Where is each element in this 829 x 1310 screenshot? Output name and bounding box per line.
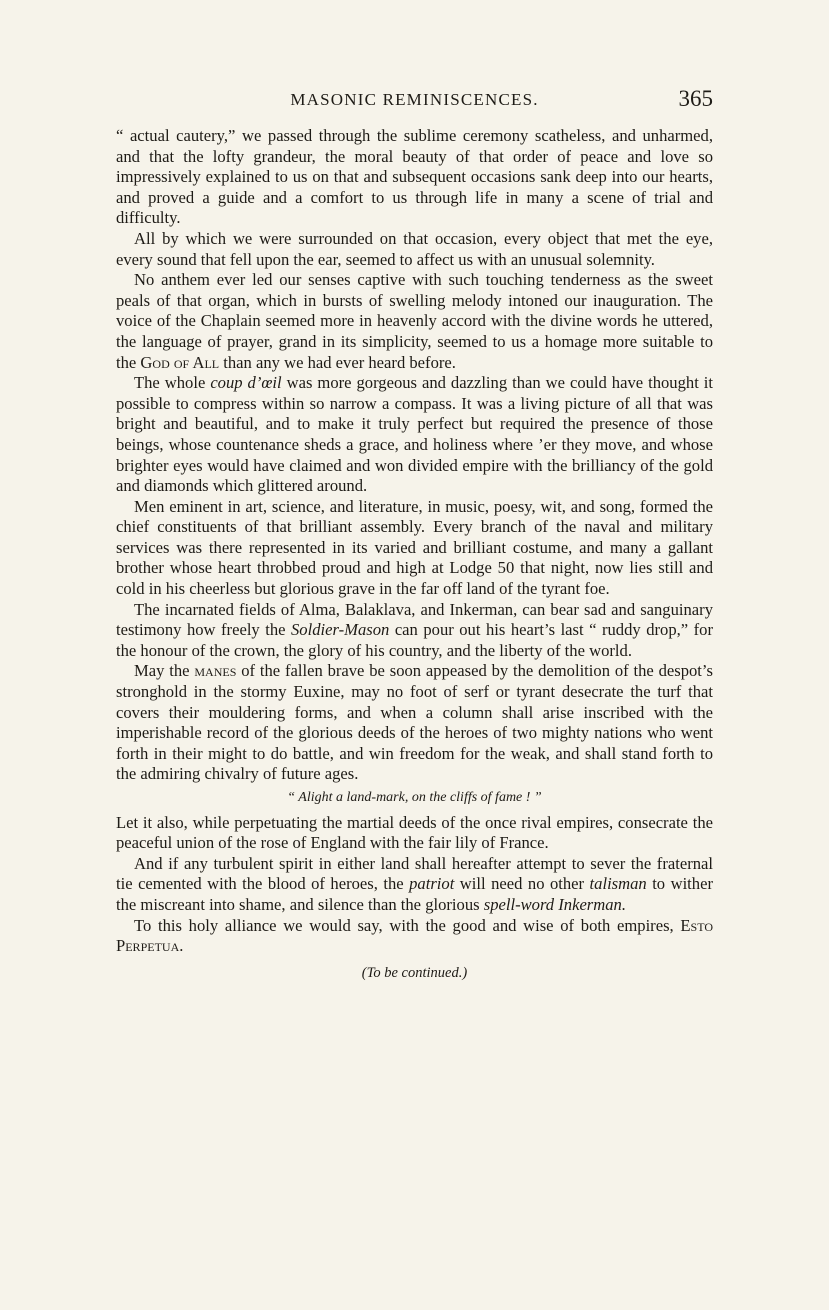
paragraph-4-part-2: was more gorgeous and dazzling than we could have thought it possible to compress within so narrow a compass. It was a living picture of all that was bright and beautiful, and to make it truly perfect but required the presence of those beings, whose countenance sheds a grace, and holiness where ’er they move, and whose brighter eyes would have claimed and won divided empire with the brilliancy of the gold and diamonds which glittered around.	[116, 373, 714, 496]
paragraph-10	[116, 916, 713, 957]
paragraph-3-part-1: No anthem ever led our senses captive with such touching tenderness as the sweet peals of that organ, which in bursts of swelling melody intoned our inauguration. The voice of the Chaplain seemed more in heavenly accord with the divine words he uttered, the language of prayer, grand in its simplicity, seemed to us a homage more suitable to the	[116, 270, 713, 372]
paragraph-4	[116, 373, 713, 497]
paragraph-6-part-2: can pour out his heart’s last “ ruddy drop,” for the honour of the crown, the glory of his country, and the liberty of the world.	[116, 620, 713, 660]
paragraph-1: “ actual cautery,” we passed through the sublime ceremony scatheless, and unharmed, and that the lofty grandeur, the moral beauty of that order of peace and love so impressively explained to us on that and subsequent occasions sank deep into our hearts, and proved a guide and a comfort to us through life in many a scene of trial and difficulty.	[116, 126, 713, 228]
running-head	[116, 86, 713, 126]
paragraph-8: Let it also, while perpetuating the martial deeds of the once rival empires, consecrate the peaceful union of the rose of England with the fair lily of France.	[116, 812, 713, 853]
page-number: 365	[678, 86, 713, 111]
paragraph-5: Men eminent in art, science, and literature, in music, poesy, wit, and song, formed the chief constituents of that brilliant assembly. Every branch of the naval and military services was there represented in its varied and brilliant costume, and many a gallant brother whose heart throbbed proud and high at Lodge 50 that night, now lies still and cold in his cheerless but glorious grave in the far off land of the tyrant foe.	[116, 496, 713, 599]
paragraph-6-italic: Soldier-Mason	[291, 620, 390, 640]
paragraph-2: All by which we were surrounded on that occasion, every object that met the eye, every sound that fell upon the ear, seemed to affect us with an unusual solemnity.	[116, 228, 713, 269]
paragraph-9-italic-1: patriot	[409, 874, 455, 894]
paragraph-7-small-caps: manes	[194, 661, 237, 681]
paragraph-7-part-2: of the fallen brave be soon appeased by the demolition of the despot’s stronghold in the stormy Euxine, may no foot of serf or tyrant desecrate the turf that covers their mouldering forms, and when a column shall arise inscribed with the imperishable record of the glorious deeds of the heroes of two mighty nations who went forth in their might to do battle, and win freedom for the weak, and shall stand forth to the admiring chivalry of future ages.	[116, 661, 713, 784]
paragraph-10-part-1: To this holy alliance we would say, with the good and wise of both empires,	[134, 915, 681, 935]
paragraph-9-italic-3: spell-word Inkerman.	[483, 894, 626, 914]
paragraph-3-part-2: than any we had ever heard before.	[219, 352, 456, 372]
paragraph-10-small-caps: Esto Perpetua.	[116, 915, 713, 956]
paragraph-9-italic-2: talisman	[589, 874, 647, 894]
paragraph-3	[116, 270, 713, 373]
paragraph-4-part-1: The whole	[134, 373, 211, 393]
body-text	[116, 126, 713, 983]
paragraph-4-italic: coup d’œil	[210, 373, 282, 393]
paragraph-6	[116, 600, 713, 662]
paragraph-7-part-1: May the	[134, 661, 195, 681]
epigraph: “ Alight a land-mark, on the cliffs of fame ! ”	[287, 790, 542, 805]
paragraph-9-part-1: And if any turbulent spirit in either land shall hereafter attempt to sever the fraternal tie cemented with the blood of heroes, the	[116, 853, 713, 894]
paragraph-6-part-1: The incarnated fields of Alma, Balaklava, and Inkerman, can bear sad and sanguinary testimony how freely the	[116, 599, 713, 640]
paragraph-9-part-2: will need no other	[454, 874, 590, 894]
paragraph-3-small-caps: God of All	[140, 352, 220, 372]
paragraph-9-part-3: to wither the miscreant into shame, and silence than the glorious	[116, 874, 713, 914]
continued-note: (To be continued.)	[361, 964, 468, 981]
paragraph-9	[116, 854, 713, 916]
running-title: MASONIC REMINISCENCES.	[290, 90, 539, 109]
paragraph-7	[116, 661, 713, 785]
